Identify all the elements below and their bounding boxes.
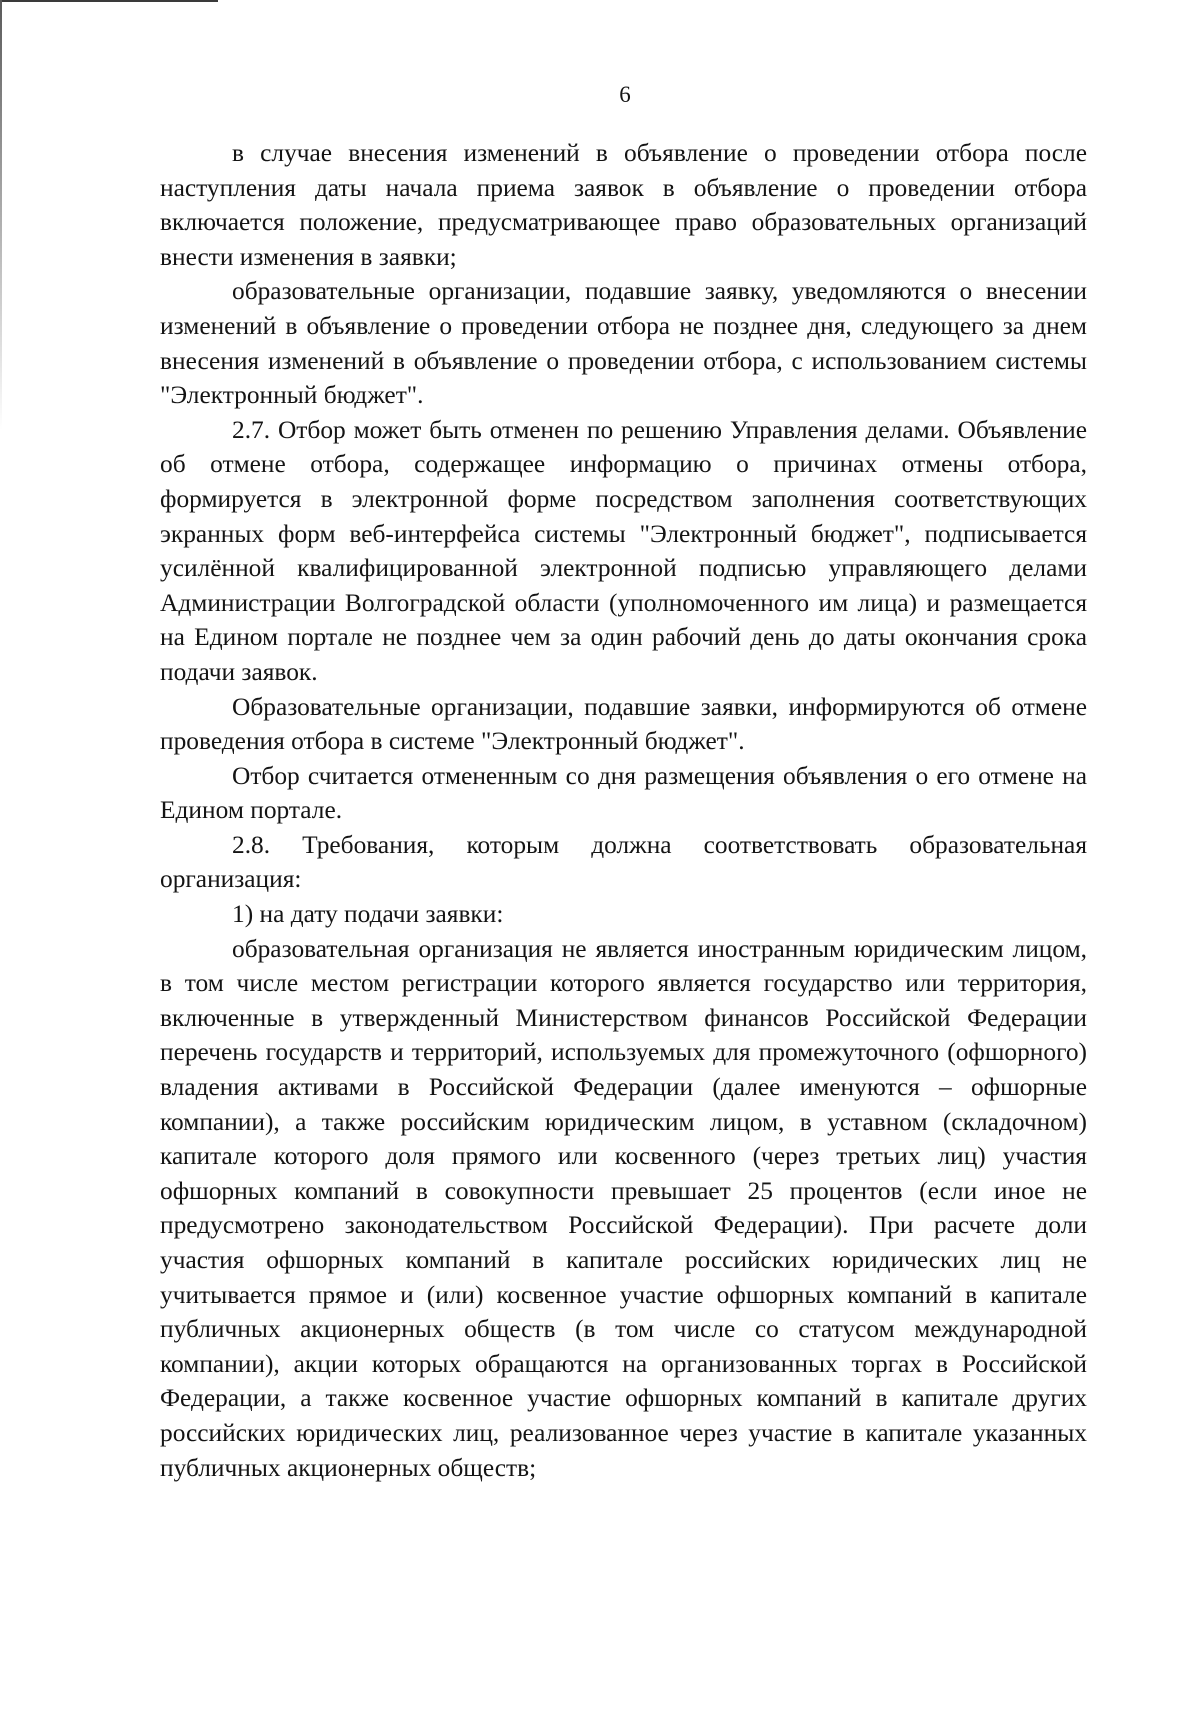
paragraph-p4: Образовательные организации, подавшие заявки, информируются об отмене проведения отбора в системе "Электронный бюджет". [160, 692, 1087, 756]
scan-edge-top [0, 0, 218, 2]
page-number: 6 [619, 82, 631, 107]
paragraph-p6: 2.8. Требования, которым должна соответствовать образовательная организация: [160, 830, 1087, 894]
paragraph-p8: образовательная организация не является иностранным юридическим лицом, в том числе местом регистрации которого является государство или территория, включенные в утвержденный Министерством финансов Российской Федерации перечень государств и территорий, используемых для промежуточного (офшорного) владения активами в Российской Федерации (далее именуются – офшорные компании), а также российским юридическим лицом, в уставном (складочном) капитале которого доля прямого или косвенного (через третьих лиц) участия офшорных компаний в совокупности превышает 25 процентов (если иное не предусмотрено законодательством Российской Федерации). При расчете доли участия офшорных компаний в капитале российских юридических лиц не учитывается прямое и (или) косвенное участие офшорных компаний в капитале публичных акционерных обществ (в том числе со статусом международной компании), акции которых обращаются на организованных торгах в Российской Федерации, а также косвенное участие офшорных компаний в капитале других российских юридических лиц, реализованное через участие в капитале указанных публичных акционерных обществ; [160, 934, 1087, 1482]
paragraph-p1: в случае внесения изменений в объявление о проведении отбора после наступления даты начала приема заявок в объявление о проведении отбора включается положение, предусматривающее право образовательных организаций внести изменения в заявки; [160, 139, 1087, 271]
document-body [160, 136, 1087, 1485]
paragraph-p2: образовательные организации, подавшие заявку, уведомляются о внесении изменений в объявление о проведении отбора не позднее дня, следующего за днем внесения изменений в объявление о проведении отбора, с использованием системы "Электронный бюджет". [160, 277, 1087, 410]
scan-edge-left [0, 0, 2, 430]
paragraph-p5: Отбор считается отмененным со дня размещения объявления о его отмене на Едином портале. [160, 761, 1087, 825]
paragraph-p3: 2.7. Отбор может быть отменен по решению Управления делами. Объявление об отмене отбора, содержащее информацию о причинах отмены отбора, формируется в электронной форме посредством заполнения соответствующих экранных форм веб-интерфейса системы "Электронный бюджет", подписывается усилённой квалифицированной электронной подписью управляющего делами Администрации Волгоградской области (уполномоченного им лица) и размещается на Едином портале не позднее чем за один рабочий день до даты окончания срока подачи заявок. [160, 415, 1087, 686]
paragraph-p7: 1) на дату подачи заявки: [232, 900, 504, 929]
